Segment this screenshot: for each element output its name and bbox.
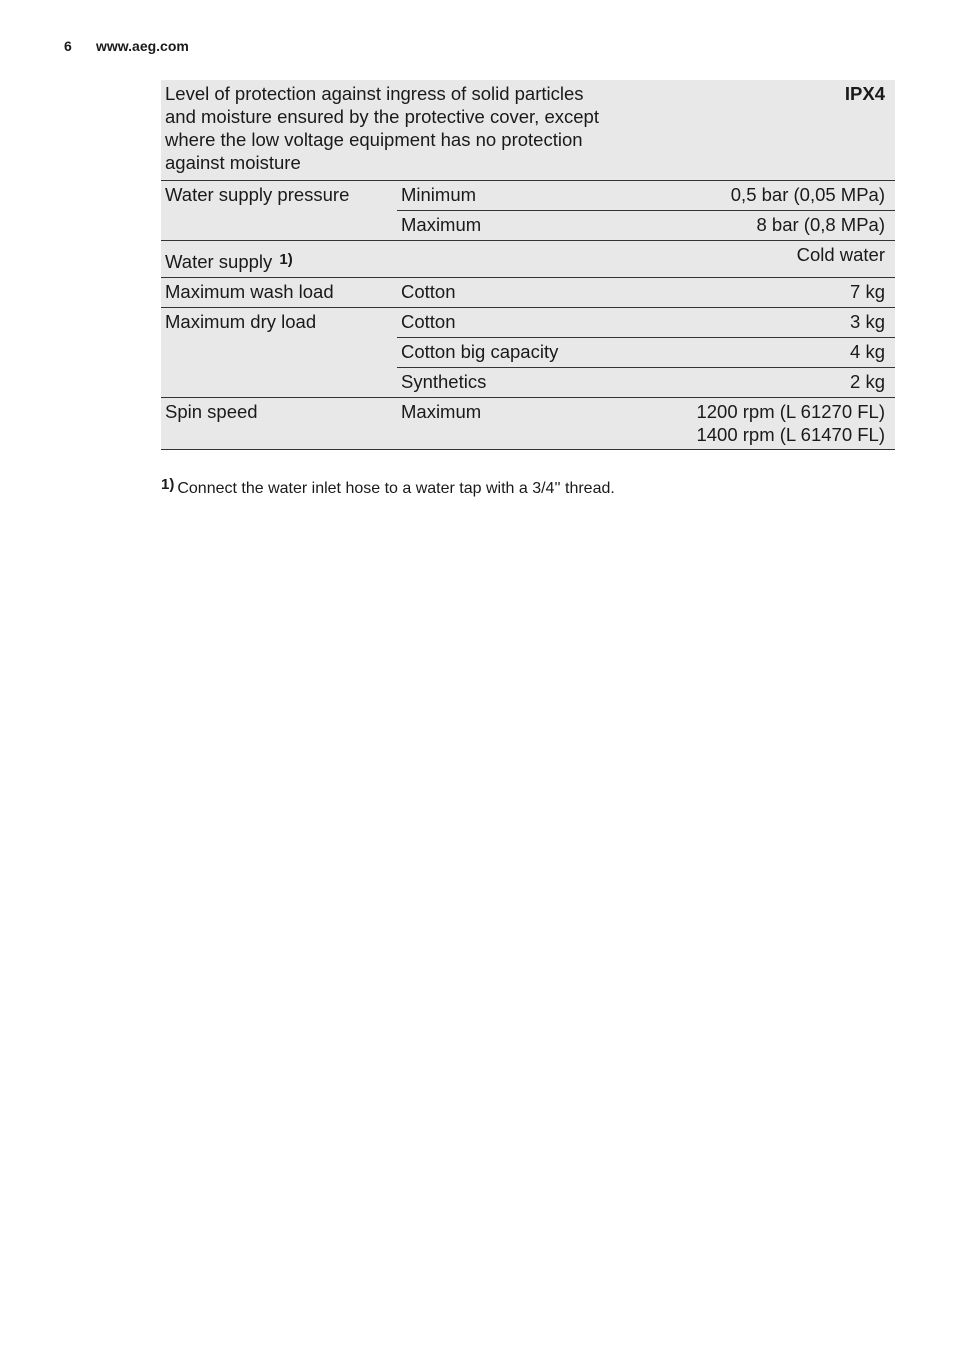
table-row-protection (161, 80, 895, 180)
page-number: 6 (64, 38, 72, 54)
pressure-label: Water supply pressure (161, 180, 397, 240)
site-url: www.aeg.com (96, 38, 189, 54)
water-supply-label: Water supply $^{1)}$ (161, 240, 645, 277)
spin-speed-label: Spin speed (161, 397, 397, 449)
pressure-min-label: Minimum (397, 180, 645, 210)
dry-load-value: 2 kg (645, 367, 895, 397)
pressure-max-value: 8 bar (0,8 MPa) (645, 210, 895, 240)
technical-data-table (161, 80, 895, 450)
table-row-spin-speed (161, 397, 895, 449)
table-row-dry-load-cotton (161, 307, 895, 337)
protection-value: IPX4 (645, 80, 895, 180)
dry-load-sub: Cotton (397, 307, 645, 337)
protection-label: Level of protection against ingress of solid particles and moisture ensured by the protective cover, except where the low voltage equipment has no protection against moisture (161, 80, 645, 180)
footnote-ref: 1) (279, 250, 293, 268)
wash-load-label: Maximum wash load (161, 277, 397, 307)
footnote-text: Connect the water inlet hose to a water tap with a 3/4'' thread. (177, 480, 615, 497)
pressure-min-value: 0,5 bar (0,05 MPa) (645, 180, 895, 210)
wash-load-sub: Cotton (397, 277, 645, 307)
page-header (64, 38, 189, 54)
dry-load-value: 4 kg (645, 337, 895, 367)
spin-speed-sub: Maximum (397, 397, 645, 449)
table-row-water-supply (161, 240, 895, 277)
dry-load-value: 3 kg (645, 307, 895, 337)
table-row-pressure-min (161, 180, 895, 210)
dry-load-sub: Synthetics (397, 367, 645, 397)
pressure-max-label: Maximum (397, 210, 645, 240)
wash-load-value: 7 kg (645, 277, 895, 307)
table-row-wash-load (161, 277, 895, 307)
footnote-mark: 1) (161, 476, 175, 493)
spin-speed-values: 1200 rpm (L 61270 FL) 1400 rpm (L 61470 FL) (645, 397, 895, 449)
dry-load-sub: Cotton big capacity (397, 337, 645, 367)
water-supply-value: Cold water (645, 240, 895, 277)
dry-load-label: Maximum dry load (161, 307, 397, 397)
footnote (161, 476, 615, 498)
